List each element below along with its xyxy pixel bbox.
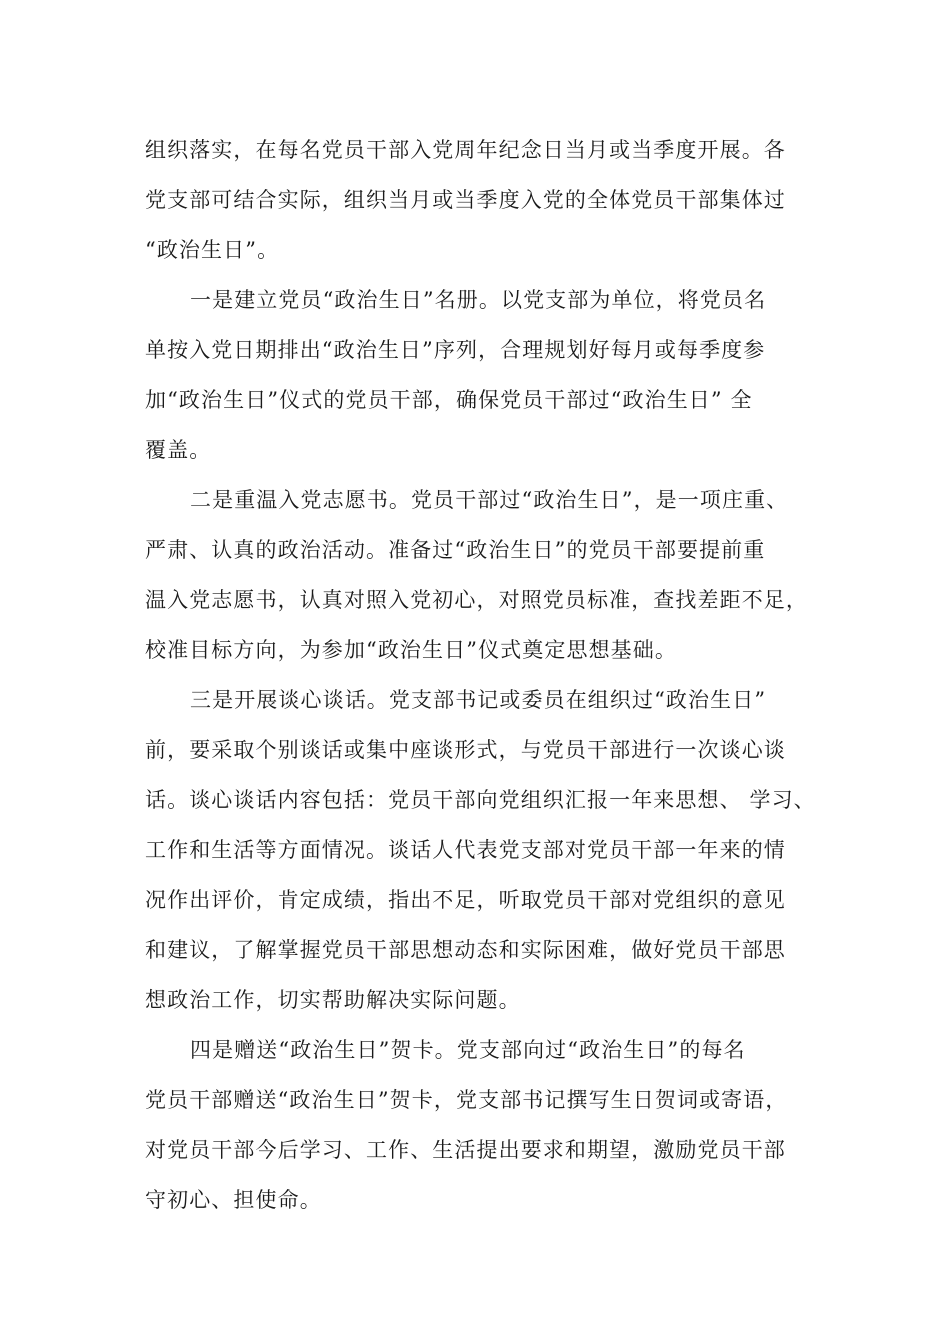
text-line: 二是重温入党志愿书。党员干部过“政治生日”，是一项庄重、 [190, 488, 789, 512]
text-line: 一是建立党员“政治生日”名册。以党支部为单位，将党员名 [190, 288, 767, 312]
text-line: 覆盖。 [145, 438, 212, 462]
text-line: 三是开展谈心谈话。党支部书记或委员在组织过“政治生日” [190, 688, 767, 712]
text-line: 党支部可结合实际，组织当月或当季度入党的全体党员干部集体过 [145, 188, 786, 212]
text-line: 话。谈心谈话内容包括：党员干部向党组织汇报一年来思想、 学习、 [145, 788, 816, 812]
text-line: 温入党志愿书，认真对照入党初心，对照党员标准，查找差距不足， [145, 588, 808, 612]
text-line: 前，要采取个别谈话或集中座谈形式，与党员干部进行一次谈心谈 [145, 738, 786, 762]
text-line: “政治生日”。 [145, 238, 280, 262]
text-line: 单按入党日期排出“政治生日”序列，合理规划好每月或每季度参 [145, 338, 766, 362]
text-line: 和建议，了解掌握党员干部思想动态和实际困难，做好党员干部思 [145, 938, 786, 962]
text-line: 工作和生活等方面情况。谈话人代表党支部对党员干部一年来的情 [145, 838, 786, 862]
text-line: 组织落实，在每名党员干部入党周年纪念日当月或当季度开展。各 [145, 138, 786, 162]
text-line: 想政治工作，切实帮助解决实际问题。 [145, 988, 521, 1012]
text-line: 党员干部赠送“政治生日”贺卡，党支部书记撰写生日贺词或寄语， [145, 1088, 788, 1112]
text-line: 守初心、担使命。 [145, 1188, 322, 1212]
text-line: 加“政治生日”仪式的党员干部，确保党员干部过“政治生日” 全 [145, 388, 753, 412]
text-line: 校准目标方向，为参加“政治生日”仪式奠定思想基础。 [145, 638, 677, 662]
text-line: 四是赠送“政治生日”贺卡。党支部向过“政治生日”的每名 [190, 1038, 746, 1062]
text-line: 严肃、认真的政治活动。准备过“政治生日”的党员干部要提前重 [145, 538, 766, 562]
text-line: 况作出评价，肯定成绩，指出不足，听取党员干部对党组织的意见 [145, 888, 786, 912]
text-line: 对党员干部今后学习、工作、生活提出要求和期望，激励党员干部 [145, 1138, 786, 1162]
